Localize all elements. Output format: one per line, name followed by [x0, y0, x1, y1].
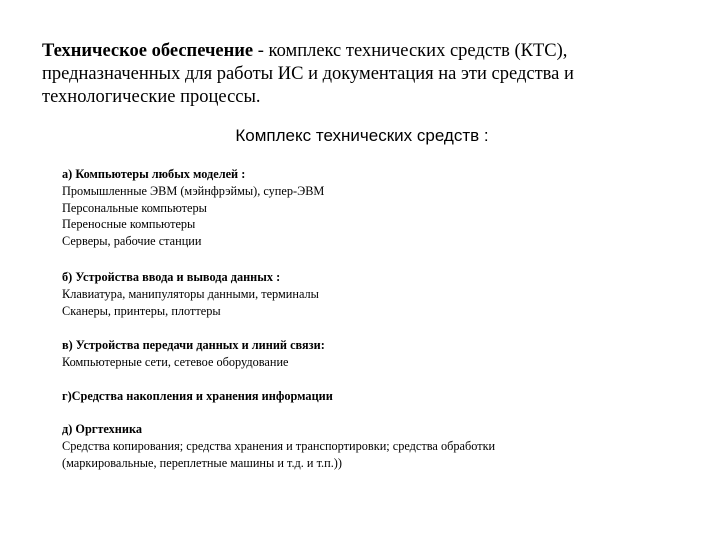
list-item: Персональные компьютеры [62, 200, 207, 215]
list-item: Переносные компьютеры [62, 217, 196, 232]
intro-term: Техническое обеспечение [42, 41, 254, 61]
group-office-equipment [62, 421, 662, 471]
intro-paragraph [42, 40, 682, 109]
group-heading: а) Компьютеры любых моделей : [62, 167, 246, 181]
group-heading: в) Устройства передачи данных и линий связи: [62, 338, 325, 352]
group-computers [62, 166, 662, 250]
list-item: Клавиатура, манипуляторы данными, терминалы [62, 286, 319, 301]
list-item: Серверы, рабочие станции [62, 234, 202, 249]
group-heading: д) Оргтехника [62, 422, 142, 436]
group-io-devices [62, 269, 662, 319]
list-item: (маркировальные, переплетные машины и т.д. и т.п.)) [62, 455, 342, 470]
list-item: Средства копирования; средства хранения и транспортировки; средства обработки [62, 438, 496, 453]
list-item: Промышленные ЭВМ (мэйнфрэймы), супер-ЭВМ [62, 183, 325, 198]
section-subtitle: Комплекс технических средств : [235, 126, 489, 145]
group-communication [62, 337, 662, 371]
list-item: Сканеры, принтеры, плоттеры [62, 303, 221, 318]
list-item: Компьютерные сети, сетевое оборудование [62, 354, 289, 369]
group-heading: б) Устройства ввода и вывода данных : [62, 270, 281, 284]
group-storage [62, 388, 662, 405]
intro-rest: - комплекс технических средств (КТС), предназначенных для работы ИС и документация на эти средства и технологические процессы. [42, 41, 574, 107]
group-heading: г)Средства накопления и хранения информации [62, 389, 333, 403]
